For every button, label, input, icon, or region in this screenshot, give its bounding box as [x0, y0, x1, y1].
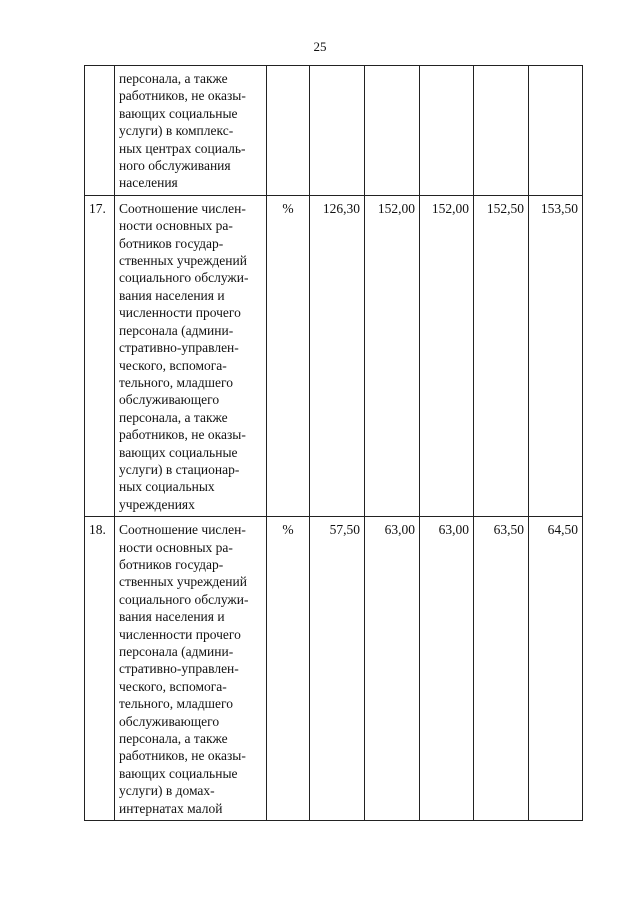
row-description — [115, 517, 267, 821]
description-line: ственных учреждений — [119, 253, 247, 269]
description-line: вающих социальные — [119, 444, 238, 460]
description-line: ческого, вспомога- — [119, 678, 227, 694]
description-line: персонала, а также — [119, 71, 228, 86]
row-unit — [267, 66, 310, 196]
row-description — [115, 195, 267, 516]
value-cell: 152,50 — [474, 195, 529, 516]
description-line: ных социальных — [119, 479, 215, 495]
value-cell — [365, 66, 420, 196]
description-line: работников, не оказы- — [119, 88, 246, 104]
description-line: социального обслужи- — [119, 270, 249, 286]
row-number — [85, 66, 115, 196]
description-line: населения — [119, 175, 178, 191]
value-cell: 64,50 — [529, 517, 583, 821]
value-cell: 153,50 — [529, 195, 583, 516]
indicators-table — [84, 65, 583, 821]
description-line: численности прочего — [119, 626, 241, 642]
description-line: работников, не оказы- — [119, 427, 246, 443]
row-unit: % — [267, 195, 310, 516]
description-line: вающих социальные — [119, 765, 238, 781]
description-line: работников, не оказы- — [119, 748, 246, 764]
value-cell — [420, 66, 474, 196]
table-row — [85, 195, 583, 516]
table-body — [85, 66, 583, 821]
description-line: Соотношение числен- — [119, 522, 246, 538]
description-line: ботников государ- — [119, 235, 224, 251]
value-cell — [529, 66, 583, 196]
description-line: персонала, а также — [119, 409, 228, 425]
description-line: стративно-управлен- — [119, 340, 239, 356]
table-row — [85, 517, 583, 821]
description-line: тельного, младшего — [119, 696, 233, 712]
description-line: персонала, а также — [119, 731, 228, 747]
description-line: вания населения и — [119, 287, 225, 303]
value-cell — [310, 66, 365, 196]
description-line: социального обслужи- — [119, 591, 249, 607]
description-line: ческого, вспомога- — [119, 357, 227, 373]
description-line: вания населения и — [119, 609, 225, 625]
value-cell: 57,50 — [310, 517, 365, 821]
value-cell: 63,00 — [420, 517, 474, 821]
description-line: услуги) в стационар- — [119, 461, 240, 477]
description-line: ботников государ- — [119, 556, 224, 572]
description-line: персонала (админи- — [119, 644, 234, 659]
description-line: ного обслуживания — [119, 158, 231, 174]
description-line: интернатах малой — [119, 800, 223, 816]
value-cell: 152,00 — [365, 195, 420, 516]
description-line: ных центрах социаль- — [119, 140, 246, 156]
description-line: обслуживающего — [119, 713, 220, 729]
description-line: услуги) в комплекс- — [119, 123, 234, 139]
description-line: ности основных ра- — [119, 218, 233, 234]
row-description — [115, 66, 267, 196]
description-line: тельного, младшего — [119, 374, 233, 390]
description-line: ности основных ра- — [119, 539, 233, 555]
description-line: обслуживающего — [119, 392, 220, 408]
description-line: ственных учреждений — [119, 574, 247, 590]
value-cell: 152,00 — [420, 195, 474, 516]
description-line: стративно-управлен- — [119, 661, 239, 677]
description-line: вающих социальные — [119, 105, 238, 121]
row-number: 18. — [85, 517, 115, 821]
row-number: 17. — [85, 195, 115, 516]
page-number: 25 — [313, 39, 327, 54]
row-unit: % — [267, 517, 310, 821]
description-line: учреждениях — [119, 496, 195, 512]
value-cell: 63,50 — [474, 517, 529, 821]
value-cell — [474, 66, 529, 196]
value-cell: 63,00 — [365, 517, 420, 821]
description-line: услуги) в домах- — [119, 783, 215, 799]
table-row — [85, 66, 583, 196]
value-cell: 126,30 — [310, 195, 365, 516]
description-line: численности прочего — [119, 305, 241, 321]
description-line: Соотношение числен- — [119, 200, 246, 216]
description-line: персонала (админи- — [119, 322, 234, 338]
